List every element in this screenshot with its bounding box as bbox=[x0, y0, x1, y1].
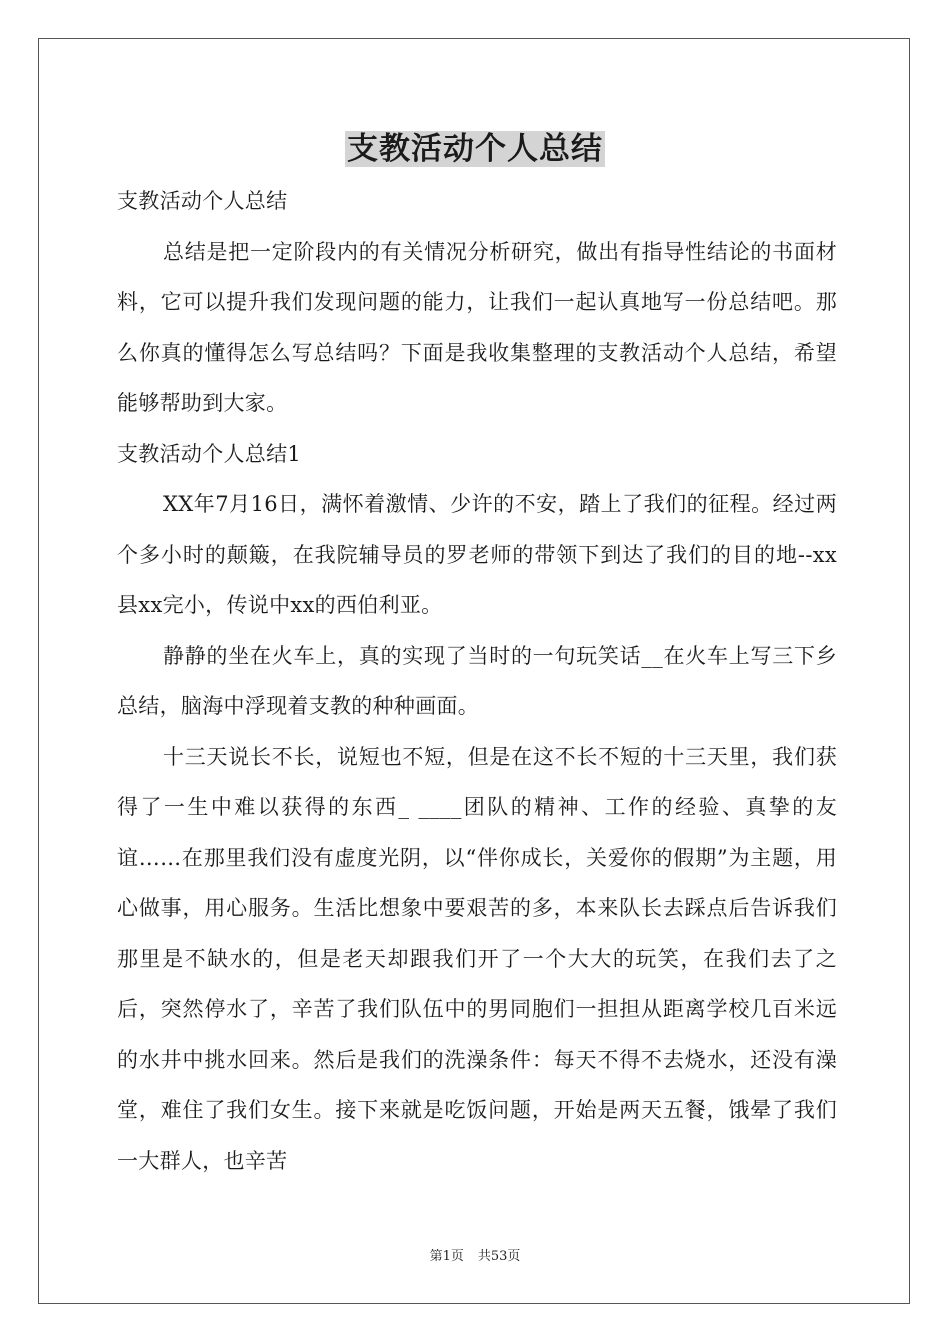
section-heading: 支教活动个人总结1 bbox=[117, 441, 302, 466]
page-total: 共53页 bbox=[477, 1249, 521, 1264]
body-paragraph: XX年7月16日，满怀着激情、少许的不安，踏上了我们的征程。经过两个多小时的颠簸，在我院辅导员的罗老师的带领下到达了我们的目的地--xx县xx完小，传说中xx的西伯利亚。 bbox=[117, 492, 837, 617]
body-paragraph: 十三天说长不长，说短也不短，但是在这不长不短的十三天里，我们获得了一生中难以获得的东西_ ____团队的精神、工作的经验、真挚的友谊……在那里我们没有虚度光阴，以“伴你成长，关爱你的假期”为主题，用心做事，用心服务。生活比想象中要艰苦的多，本来队长去踩点后告诉我们那里是不缺水的，但是老天却跟我们开了一个大大的玩笑，在我们去了之后，突然停水了，辛苦了我们队伍中的男同胞们一担担从距离学校几百米远的水井中挑水回来。然后是我们的洗澡条件：每天不得不去烧水，还没有澡堂，难住了我们女生。接下来就是吃饭问题，开始是两天五餐，饿晕了我们一大群人，也辛苦 bbox=[117, 744, 837, 1173]
body-paragraph: 静静的坐在火车上，真的实现了当时的一句玩笑话__在火车上写三下乡总结，脑海中浮现着支教的种种画面。 bbox=[117, 643, 837, 718]
page-number: 第1页 bbox=[429, 1249, 464, 1264]
document-title bbox=[0, 128, 950, 170]
intro-paragraph: 总结是把一定阶段内的有关情况分析研究，做出有指导性结论的书面材料，它可以提升我们发现问题的能力，让我们一起认真地写一份总结吧。那么你真的懂得怎么写总结吗？下面是我收集整理的支教活动个人总结，希望能够帮助到大家。 bbox=[117, 239, 837, 415]
document-title-text: 支教活动个人总结 bbox=[347, 131, 603, 167]
page-footer bbox=[0, 1248, 950, 1266]
document-body bbox=[117, 176, 837, 1186]
document-subtitle: 支教活动个人总结 bbox=[117, 189, 288, 213]
